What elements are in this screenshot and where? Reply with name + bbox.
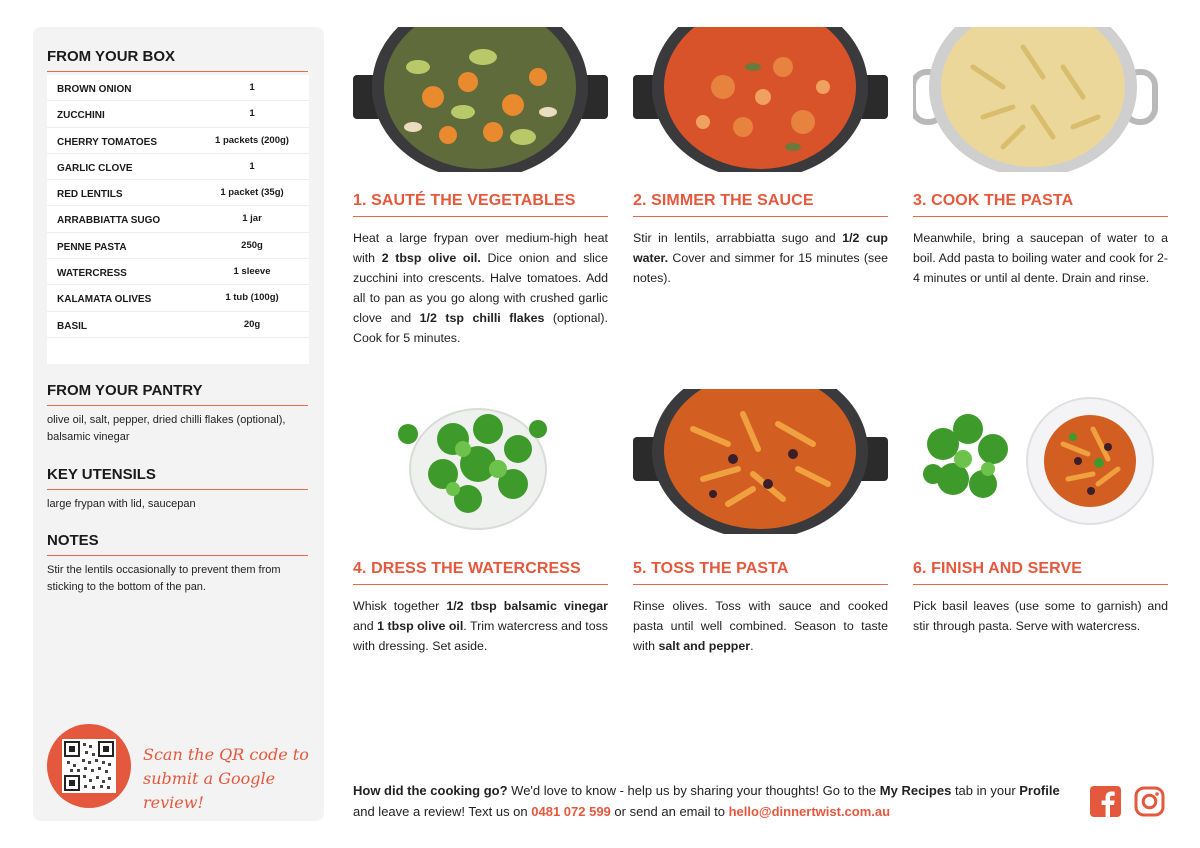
body-text: We'd love to know - help us by sharing your thoughts! Go to the — [507, 783, 880, 798]
utensils-text: large frypan with lid, saucepan — [47, 498, 196, 510]
qr-caption-line2: submit a Google review! — [143, 769, 276, 812]
body-text: or send an email to — [610, 804, 729, 819]
box-ingredient-row — [47, 180, 309, 206]
ingredient-quantity: 250g — [241, 239, 263, 251]
ingredient-quantity: 1 tub (100g) — [225, 292, 279, 304]
ingredients-sidebar — [33, 27, 324, 821]
notes-text: Stir the lentils occasionally to prevent them from sticking to the bottom of the pan. — [47, 564, 281, 593]
body-text: Meanwhile, bring a saucepan of water to a boil. Add pasta to boiling water and cook for 2-4 minutes or until al dente. Drain and rinse. — [913, 231, 1168, 285]
box-ingredient-row — [47, 101, 309, 127]
box-ingredient-row — [47, 285, 309, 311]
ingredient-name: WATERCRESS — [57, 268, 127, 280]
contact-link[interactable]: 0481 072 599 — [531, 804, 611, 819]
step-5-photo-pasta-pan — [633, 389, 888, 534]
step-6-title: 6. FINISH AND SERVE — [913, 560, 1168, 585]
ingredient-name: ARRABBIATTA SUGO — [57, 215, 161, 227]
review-footer-text — [353, 780, 1073, 822]
step-1-body — [353, 228, 608, 348]
bold-text: 1/2 tbsp balsamic vinegar — [446, 599, 608, 613]
bold-text: Profile — [1019, 783, 1060, 798]
step-6-body — [913, 596, 1168, 636]
ingredient-name: BROWN ONION — [57, 84, 132, 95]
ingredient-quantity: 1 sleeve — [233, 266, 271, 278]
bold-text: How did the cooking go? — [353, 783, 508, 798]
step-4-title: 4. DRESS THE WATERCRESS — [353, 560, 608, 585]
bold-text: 2 tbsp olive oil. — [381, 251, 481, 265]
qr-caption-line1: Scan the QR code to — [143, 745, 309, 764]
from-your-box-title: FROM YOUR BOX — [47, 48, 308, 72]
bold-text: My Recipes — [879, 783, 952, 798]
step-4-photo-watercress-bowl — [353, 389, 608, 534]
body-text: (optional). Cook for 5 minutes. — [353, 311, 608, 345]
ingredient-name: RED LENTILS — [57, 189, 123, 201]
step-5-body — [633, 596, 888, 656]
ingredient-name: PENNE PASTA — [57, 241, 127, 253]
box-ingredient-row — [47, 259, 309, 285]
pantry-text: olive oil, salt, pepper, dried chilli flakes (optional), balsamic vinegar — [47, 414, 286, 443]
body-text: Stir in lentils, arrabbiatta sugo and — [633, 231, 843, 245]
body-text: and leave a review! Text us on — [353, 804, 532, 819]
ingredient-quantity: 1 — [249, 108, 255, 120]
ingredient-name: CHERRY TOMATOES — [57, 136, 158, 148]
step-3-title: 3. COOK THE PASTA — [913, 192, 1168, 217]
body-text: Whisk together — [353, 599, 447, 613]
box-ingredient-row — [47, 128, 309, 154]
bold-text: salt and pepper — [658, 639, 751, 653]
key-utensils-title: KEY UTENSILS — [47, 466, 308, 490]
from-your-pantry-title: FROM YOUR PANTRY — [47, 382, 308, 406]
box-ingredient-row — [47, 206, 309, 232]
ingredient-name: GARLIC CLOVE — [57, 162, 133, 174]
body-text: Cover and simmer for 15 minutes (see notes). — [633, 251, 888, 285]
bold-text: 1/2 tsp chilli flakes — [419, 311, 545, 325]
ingredient-name: BASIL — [57, 320, 87, 332]
step-2-body — [633, 228, 888, 288]
body-text: and — [353, 619, 378, 633]
box-ingredient-row — [47, 75, 309, 101]
ingredient-quantity: 20g — [243, 318, 261, 330]
body-text: Rinse olives. Toss with sauce and cooked pasta until well combined. Season to taste with — [633, 599, 888, 653]
body-text: tab in your — [951, 783, 1020, 798]
box-ingredient-row — [47, 233, 309, 259]
qr-caption — [143, 743, 324, 815]
facebook-icon[interactable] — [1090, 786, 1121, 817]
step-2-title: 2. SIMMER THE SAUCE — [633, 192, 888, 217]
bold-text: 1 tbsp olive oil — [377, 619, 464, 633]
instagram-icon[interactable] — [1134, 786, 1165, 817]
step-6-photo-plated-dish — [913, 389, 1168, 534]
step-1-title: 1. SAUTÉ THE VEGETABLES — [353, 192, 608, 217]
step-2-photo-sauce-pan — [633, 27, 888, 172]
ingredient-quantity: 1 jar — [242, 213, 262, 225]
step-4-body — [353, 596, 608, 656]
ingredient-name: KALAMATA OLIVES — [57, 294, 152, 306]
body-text: Dice onion and slice zucchini into crescents. Halve tomatoes. Add all to pan as you go along with crushed garlic clove and — [353, 251, 608, 325]
body-text: Heat a large frypan over medium-high heat with — [353, 231, 608, 265]
step-3-body — [913, 228, 1168, 288]
ingredient-quantity: 1 packets (200g) — [215, 134, 289, 146]
box-ingredient-row — [47, 312, 309, 338]
contact-link[interactable]: hello@dinnertwist.com.au — [728, 804, 891, 819]
ingredient-quantity: 1 — [249, 160, 255, 172]
ingredient-name: ZUCCHINI — [57, 110, 105, 122]
qr-code-icon[interactable] — [62, 739, 116, 793]
step-3-photo-pasta-colander — [913, 27, 1168, 172]
body-text: . Trim watercress and toss with dressing. Set aside. — [353, 619, 608, 653]
step-5-title: 5. TOSS THE PASTA — [633, 560, 888, 585]
ingredient-quantity: 1 packet (35g) — [220, 187, 284, 199]
body-text: . — [750, 639, 754, 653]
notes-title: NOTES — [47, 532, 308, 556]
step-1-photo-vegetables-pan — [353, 27, 608, 172]
body-text: Pick basil leaves (use some to garnish) and stir through pasta. Serve with watercress. — [913, 599, 1168, 633]
box-ingredient-row — [47, 154, 309, 180]
bold-text: 1/2 cup water. — [633, 231, 888, 265]
ingredient-quantity: 1 — [249, 82, 255, 93]
box-ingredients-table — [47, 75, 309, 364]
qr-badge — [47, 724, 131, 808]
